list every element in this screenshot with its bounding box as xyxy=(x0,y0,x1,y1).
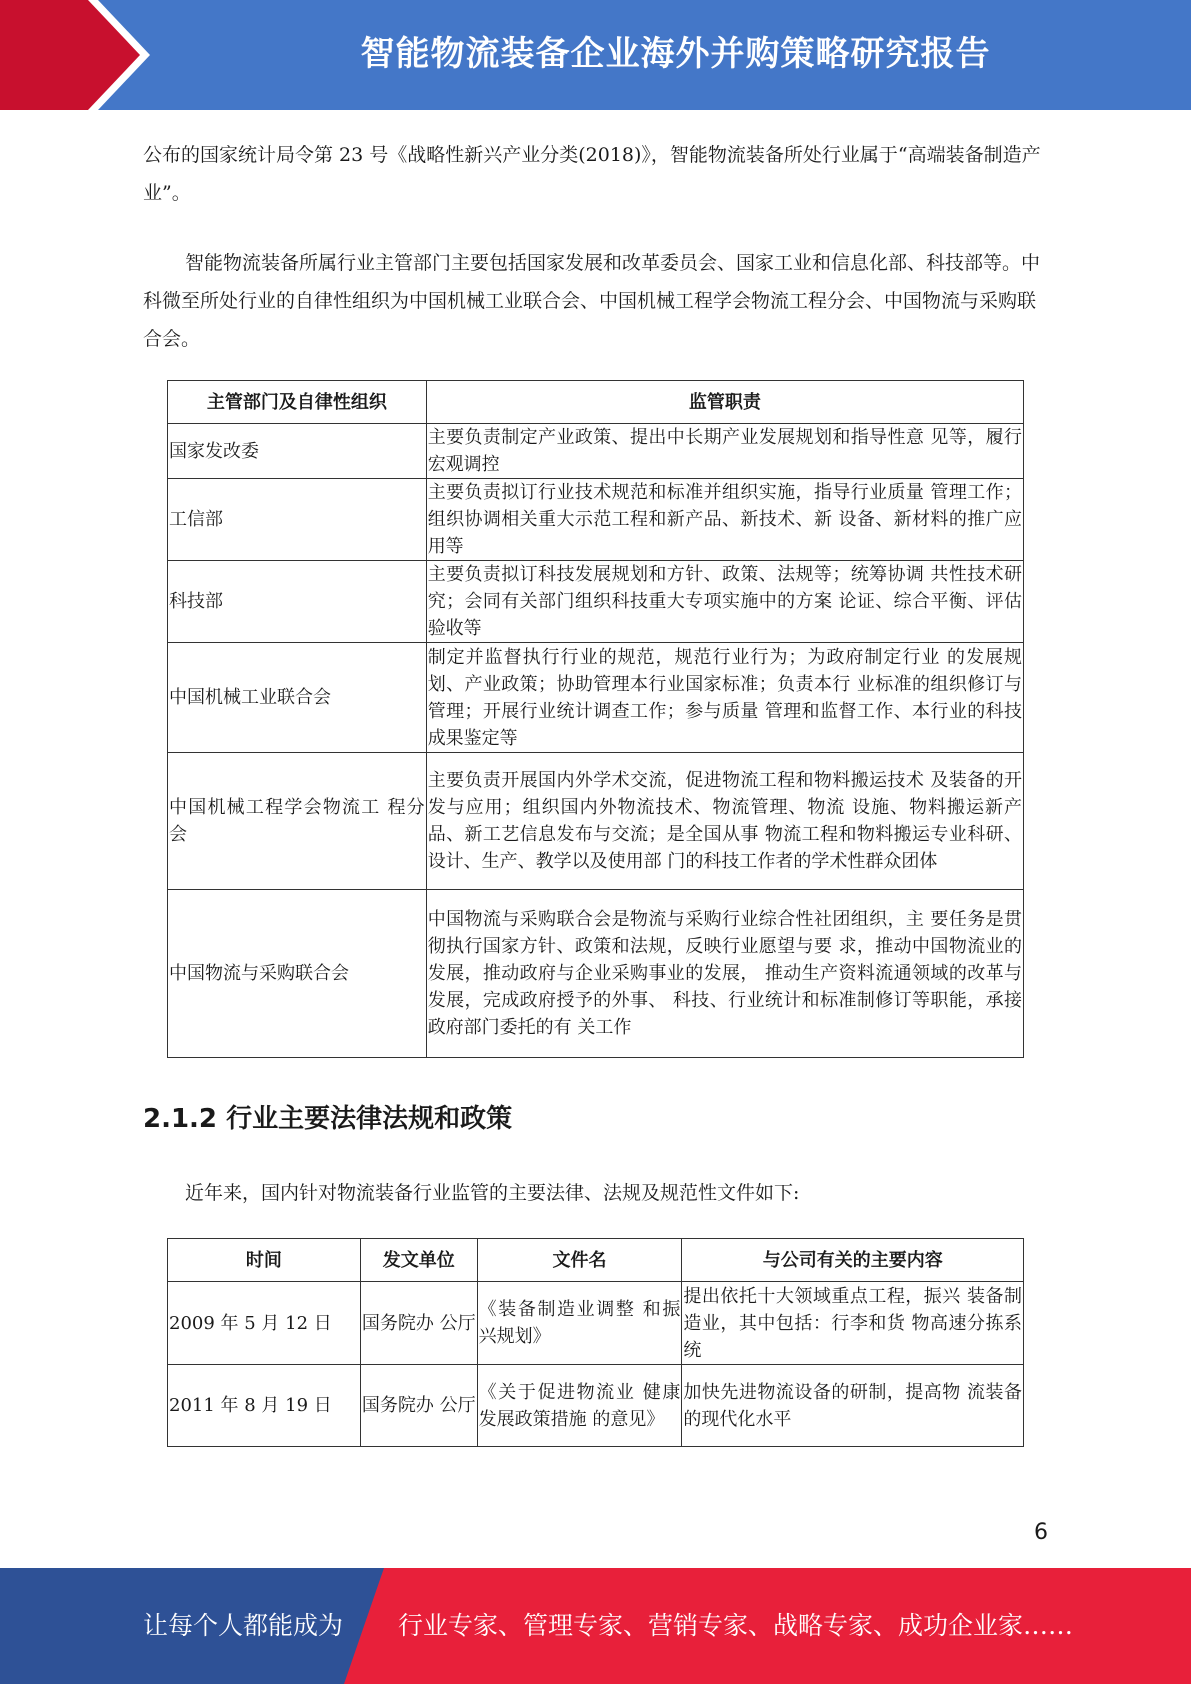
table-row xyxy=(168,890,1024,1058)
table-row xyxy=(168,1365,1024,1447)
doc-cell: 《关于促进物流业 健康发展政策措施 的意见》 xyxy=(477,1365,682,1447)
table-header-cell: 与公司有关的主要内容 xyxy=(682,1239,1024,1282)
paragraph-1: 公布的国家统计局令第 23 号《战略性新兴产业分类(2018)》，智能物流装备所处行业属于“高端装备制造产业”。 xyxy=(143,144,1041,204)
table-row xyxy=(168,479,1024,561)
header-chevron-icon xyxy=(0,0,170,110)
footer-slogan-right: 行业专家、管理专家、营销专家、战略专家、成功企业家…… xyxy=(398,1611,1074,1640)
footer-slogan-left: 让每个人都能成为 xyxy=(143,1611,344,1640)
duty-cell: 主要负责拟订行业技术规范和标准并组织实施，指导行业质量 管理工作；组织协调相关重大示范工程和新产品、新技术、新 设备、新材料的推广应用等 xyxy=(426,479,1023,561)
duty-cell: 制定并监督执行行业的规范，规范行业行为；为政府制定行业 的发展规划、产业政策；协助管理本行业国家标准；负责本行 业标准的组织修订与管理；开展行业统计调查工作；参与质量 管理和监督工作、本行业的科技成果鉴定等 xyxy=(426,643,1023,753)
report-title: 智能物流装备企业海外并购策略研究报告 xyxy=(360,34,991,74)
table-row xyxy=(168,424,1024,479)
content-cell: 加快先进物流设备的研制，提高物 流装备的现代化水平 xyxy=(682,1365,1024,1447)
issuer-cell: 国务院办 公厅 xyxy=(360,1282,477,1365)
page-number: 6 xyxy=(1034,1520,1048,1545)
table-header-row xyxy=(168,381,1024,424)
duty-cell: 主要负责开展国内外学术交流，促进物流工程和物料搬运技术 及装备的开发与应用；组织国内外物流技术、物流管理、物流 设施、物料搬运新产品、新工艺信息发布与交流；是全国从事 物流工程和物料搬运专业科研、设计、生产、教学以及使用部 门的科技工作者的学术性群众团体 xyxy=(426,753,1023,890)
table-row xyxy=(168,753,1024,890)
table-row xyxy=(168,643,1024,753)
table-header-cell: 主管部门及自律性组织 xyxy=(168,381,427,424)
table-header-row xyxy=(168,1239,1024,1282)
org-cell: 中国机械工业联合会 xyxy=(168,643,427,753)
table-header-cell: 发文单位 xyxy=(360,1239,477,1282)
date-cell: 2009 年 5 月 12 日 xyxy=(168,1282,361,1365)
paragraph-2: 智能物流装备所属行业主管部门主要包括国家发展和改革委员会、国家工业和信息化部、科技部等。中科微至所处行业的自律性组织为中国机械工业联合会、中国机械工程学会物流工程分会、中国物流与采购联合会。 xyxy=(143,252,1041,350)
org-cell: 科技部 xyxy=(168,561,427,643)
date-cell: 2011 年 8 月 19 日 xyxy=(168,1365,361,1447)
org-cell: 中国机械工程学会物流工 程分会 xyxy=(168,753,427,890)
org-cell: 国家发改委 xyxy=(168,424,427,479)
table-header-cell: 文件名 xyxy=(477,1239,682,1282)
duty-cell: 主要负责制定产业政策、提出中长期产业发展规划和指导性意 见等，履行宏观调控 xyxy=(426,424,1023,479)
org-cell: 中国物流与采购联合会 xyxy=(168,890,427,1058)
org-cell: 工信部 xyxy=(168,479,427,561)
intro-paragraph: 近年来，国内针对物流装备行业监管的主要法律、法规及规范性文件如下: xyxy=(185,1182,800,1204)
table-row xyxy=(168,561,1024,643)
section-heading: 2.1.2 行业主要法律法规和政策 xyxy=(143,1104,513,1134)
table-header-cell: 监管职责 xyxy=(426,381,1023,424)
duty-cell: 主要负责拟订科技发展规划和方针、政策、法规等；统筹协调 共性技术研究；会同有关部门组织科技重大专项实施中的方案 论证、综合平衡、评估验收等 xyxy=(426,561,1023,643)
content-cell: 提出依托十大领域重点工程，振兴 装备制造业，其中包括：行李和货 物高速分拣系统 xyxy=(682,1282,1024,1365)
doc-cell: 《装备制造业调整 和振兴规划》 xyxy=(477,1282,682,1365)
policy-table xyxy=(167,1238,1024,1447)
page-footer xyxy=(0,1568,1191,1684)
regulator-table xyxy=(167,380,1024,1058)
table-row xyxy=(168,1282,1024,1365)
issuer-cell: 国务院办 公厅 xyxy=(360,1365,477,1447)
table-header-cell: 时间 xyxy=(168,1239,361,1282)
page-header xyxy=(0,0,1191,110)
duty-cell: 中国物流与采购联合会是物流与采购行业综合性社团组织，主 要任务是贯彻执行国家方针、政策和法规，反映行业愿望与要 求，推动中国物流业的发展，推动政府与企业采购事业的发展， 推动生产资料流通领域的改革与发展，完成政府授予的外事、 科技、行业统计和标准制修订等职能，承接政府部门委托的有 关工作 xyxy=(426,890,1023,1058)
